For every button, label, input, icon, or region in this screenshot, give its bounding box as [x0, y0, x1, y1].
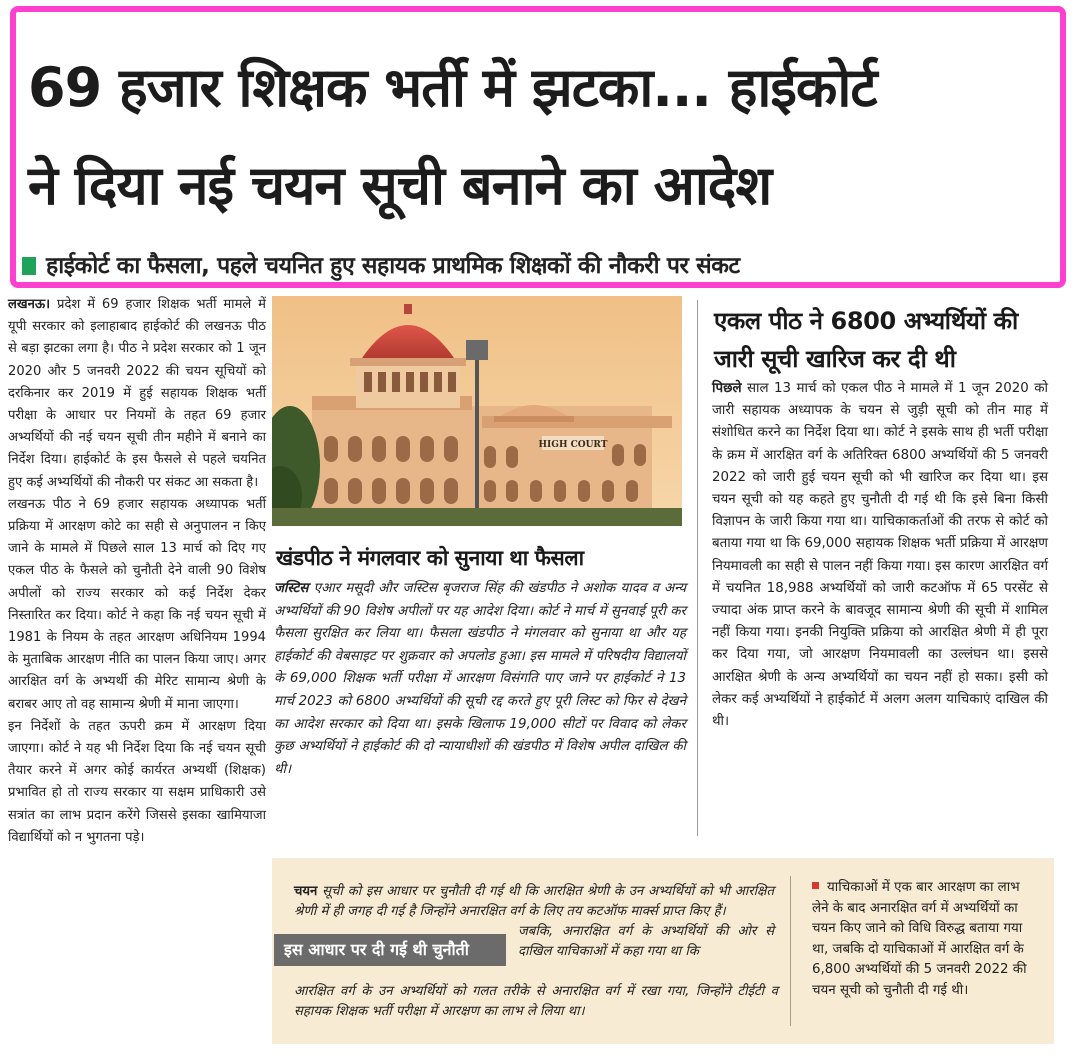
- left-p1-text: प्रदेश में 69 हजार शिक्षक भर्ती मामले में यूपी सरकार को इलाहाबाद हाईकोर्ट की लखनऊ पीठ से बड़ा झटका लगा है। पीठ ने प्रदेश सरकार को 1 जून 2020 और 5 जनवरी 2022 की चयन सूचियों को दरकिनार कर 2019 में हुई सहायक शिक्षक भर्ती परीक्षा के आधार पर नियमों के तहत 69 हजार अभ्यर्थियों की नई चयन सूची तीन महीने में बनाने का निर्देश दिया। हाईकोर्ट के इस फैसले से पहले चयनित हुए कई अभ्यर्थियों की नौकरी पर संकट आ सकता है।: [8, 297, 266, 490]
- right-body-text: साल 13 मार्च को एकल पीठ ने मामले में 1 जून 2020 को जारी सहायक अध्यापक के चयन से जुड़ी सूची को तीन माह में संशोधित करने का निर्देश दिया था। कोर्ट ने इसके साथ ही भर्ती परीक्षा के क्रम में आरक्षित वर्ग के अतिरिक्त 6800 अभ्यर्थियों की 5 जनवरी 2022 को जारी हुई चयन सूची को भी खारिज कर दिया था। इस चयन सूची को यह कहते हुए चुनौती दी गई थी कि इसे बिना किसी विज्ञापन के जारी किया गया था। याचिकाकर्ताओं की तरफ से कोर्ट को बताया गया था कि 69,000 सहायक शिक्षक भर्ती प्रक्रिया में आरक्षण नियमावली का सही से पालन नहीं किया गया। इस कारण आरक्षित वर्ग में चयनित 18,988 अभ्यर्थियों को जारी कटऑफ में 65 परसेंट से ज्यादा अंक प्राप्त करने के बावजूद सामान्य श्रेणी की सूची में शामिल नहीं किया गया। इनकी नियुक्ति प्रक्रिया को आरक्षित श्रेणी में ही पूरा कर दिया गया, जो आरक्षण नियमावली का उल्लंघन था। इससे आरक्षित श्रेणी के अन्य अभ्यर्थियों का चयन नहीं हो सका। इसी को लेकर कई अभ्यर्थियों ने हाईकोर्ट में अलग अलग याचिकाएं दाखिल की थी।: [712, 381, 1048, 730]
- headline-line-1: 69 हजार शिक्षक भर्ती में झटका... हाईकोर्ट: [28, 56, 877, 119]
- panel-text-3: आरक्षित वर्ग के उन अभ्यर्थियों को गलत तरीके से अनारक्षित वर्ग में रखा गया, जिन्होंने टीईटी व सहायक शिक्षक भर्ती परीक्षा में आरक्षण का लाभ ले लिया था।: [294, 984, 778, 1019]
- panel-tag-label: इस आधार पर दी गई थी चुनौती: [274, 934, 506, 966]
- panel-side-note: [812, 878, 1038, 1002]
- left-column: [8, 294, 266, 849]
- middle-column: [274, 578, 686, 781]
- panel-text-1-body: सूची को इस आधार पर चुनौती दी गई थी कि आरक्षित श्रेणी के उन अभ्यर्थियों को भी आरक्षित श्रेणी में ही जगह दी गई है जिन्होंने अनारक्षित वर्ग के लिए तय कटऑफ मार्क्स प्राप्त किए हैं।: [294, 884, 774, 919]
- photo-caption-heading: खंडपीठ ने मंगलवार को सुनाया था फैसला: [276, 546, 584, 570]
- left-paragraph-1: [8, 294, 266, 494]
- middle-lead-word: जस्टिस: [274, 581, 309, 596]
- headline-line-2: ने दिया नई चयन सूची बनाने का आदेश: [28, 154, 772, 217]
- red-square-bullet-icon: [812, 882, 819, 889]
- panel-text-2: जबकि, अनारक्षित वर्ग के अभ्यर्थियों की ओर से दाखिल याचिकाओं में कहा गया था कि: [518, 924, 774, 959]
- challenge-basis-panel: [272, 858, 1054, 1044]
- headline-frame: [10, 6, 1066, 288]
- right-column-heading: एकल पीठ ने 6800 अभ्यर्थियों की जारी सूची खारिज कर दी थी: [714, 307, 1018, 373]
- panel-side-note-text: याचिकाओं में एक बार आरक्षण का लाभ लेने के बाद अनारक्षित वर्ग में अभ्यर्थियों का चयन किए जाने को विधि विरुद्ध बताया गया था, जबकि दो याचिकाओं में आरक्षित वर्ग के 6,800 अभ्यर्थियों की 5 जनवरी 2022 की चयन सूची को चुनौती दी गई थी।: [812, 880, 1027, 998]
- left-paragraph-2: लखनऊ पीठ ने 69 हजार सहायक अध्यापक भर्ती प्रक्रिया में आरक्षण कोटे का सही से अनुपालन न किए जाने के मामले में पिछले साल 13 मार्च को दिए गए एकल पीठ के फैसले को चुनौती देने वाली 90 विशेष अपीलों को राज्य सरकार को कई निर्देश देकर निस्तारित कर दिया। कोर्ट ने कहा कि नई चयन सूची में 1981 के नियम के तहत आरक्षण अधिनियम 1994 के मुताबिक आरक्षण नीति का पालन किया जाए। अगर आरक्षित वर्ग के अभ्यर्थी की मेरिट सामान्य श्रेणी के बराबर आए तो वह सामान्य श्रेणी में माना जाएगा।: [8, 496, 266, 712]
- right-lead-word: पिछले: [712, 381, 742, 396]
- panel-lead-word: चयन: [294, 884, 318, 899]
- subheadline-text: हाईकोर्ट का फैसला, पहले चयनित हुए सहायक प्राथमिक शिक्षकों की नौकरी पर संकट: [46, 253, 740, 279]
- left-paragraph-3: इन निर्देशों के तहत ऊपरी क्रम में आरक्षण दिया जाएगा। कोर्ट ने यह भी निर्देश दिया कि नई चयन सूची तैयार करने में अगर कोई कार्यरत अभ्यर्थी (शिक्षक) प्रभावित हो तो राज्य सरकार या सक्षम प्राधिकारी उसे सत्रांत का लाभ प्रदान करेंगे जिससे इसका खामियाजा विद्यार्थियों को न भुगतना पड़े।: [8, 718, 266, 845]
- panel-divider: [790, 876, 791, 1026]
- subheadline: [22, 248, 740, 280]
- high-court-photo: [272, 296, 682, 526]
- high-court-sign-text: HIGH COURT: [538, 440, 608, 450]
- middle-body-text: एआर मसूदी और जस्टिस बृजराज सिंह की खंडपीठ ने अशोक यादव व अन्य अभ्यर्थियों की 90 विशेष अपीलों पर यह आदेश दिया। कोर्ट ने मार्च में सुनवाई पूरी कर फैसला सुरक्षित कर लिया था। फैसला खंडपीठ ने मंगलवार को सुनाया था और यह हाईकोर्ट की वेबसाइट पर शुक्रवार को अपलोड हुआ। इस मामले में परिषदीय विद्यालयों के 69,000 शिक्षक भर्ती परीक्षा में आरक्षण विसंगति पाए जाने पर हाईकोर्ट ने 13 मार्च 2023 को 6800 अभ्यर्थियों की सूची रद्द करते हुए पूरी लिस्ट को फिर से देखने का आदेश सरकार को दिया था। इसके खिलाफ 19,000 सीटों पर विवाद को लेकर कुछ अभ्यर्थियों ने हाईकोर्ट की दो न्यायाधीशों की खंडपीठ में विशेष अपील दाखिल की थी।: [274, 581, 687, 777]
- panel-text-1: [294, 882, 774, 922]
- green-square-bullet-icon: [22, 257, 36, 275]
- column-divider-right: [697, 300, 698, 836]
- right-column: [712, 378, 1048, 733]
- dateline: लखनऊ।: [8, 297, 51, 312]
- high-court-building-illustration: [272, 296, 682, 526]
